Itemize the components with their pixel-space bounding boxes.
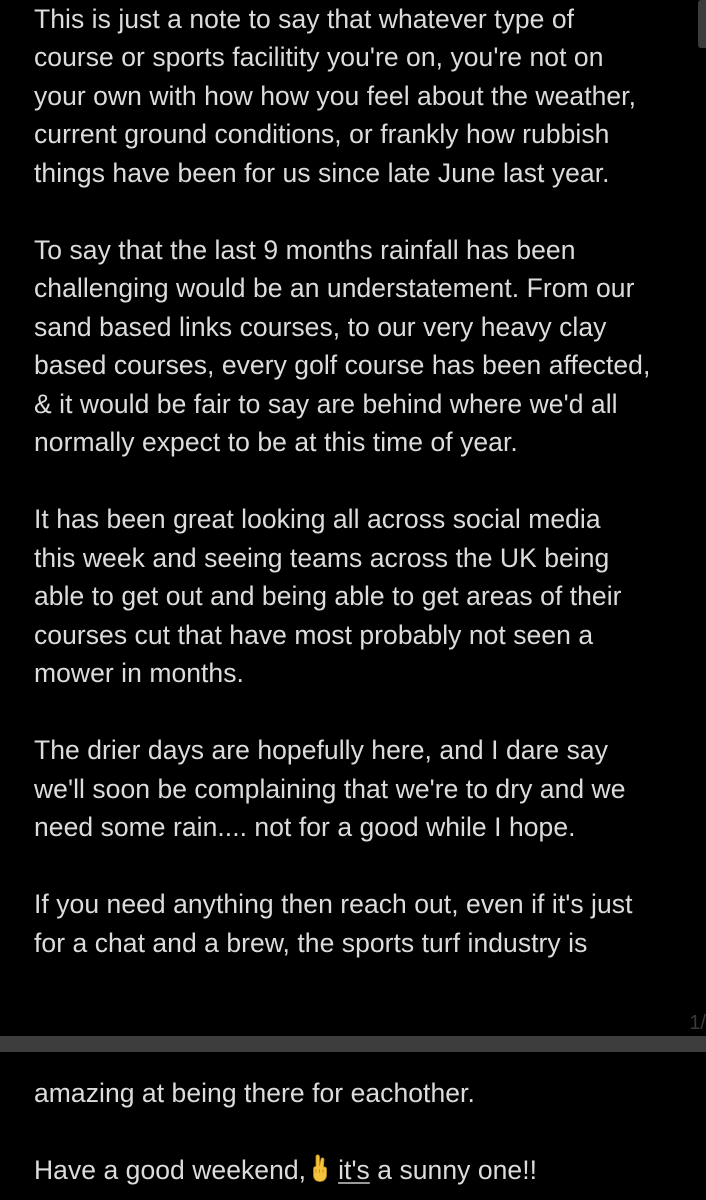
text-line: based courses, every golf course has been affected, xyxy=(34,350,651,380)
text-line: for a chat and a brew, the sports turf industry is xyxy=(34,927,588,958)
paragraph xyxy=(34,500,622,693)
paragraph xyxy=(34,1151,706,1190)
text-line: courses cut that have most probably not seen a xyxy=(34,619,594,650)
text-line: It has been great looking all across social media xyxy=(34,504,601,534)
crossed-fingers-emoji-icon xyxy=(308,1153,332,1183)
note-body-continued xyxy=(34,1074,706,1190)
text-line: & it would be fair to say are behind where we'd all xyxy=(34,388,618,419)
text-line: current ground conditions, or frankly how rubbish xyxy=(34,119,610,149)
closing-text: Have a good weekend, xyxy=(34,1155,307,1185)
text-line: this week and seeing teams across the UK being xyxy=(34,542,610,573)
page-divider xyxy=(0,1036,706,1052)
text-line: This is just a note to say that whatever type of xyxy=(34,3,575,34)
text-line: To say that the last 9 months rainfall has been xyxy=(34,234,576,265)
paragraph xyxy=(34,0,636,192)
text-line: sand based links courses, to our very heavy clay xyxy=(34,311,607,342)
text-line: normally expect to be at this time of year. xyxy=(34,427,518,457)
paragraph xyxy=(34,1074,706,1113)
closing-text-end: a sunny one!! xyxy=(369,1155,538,1185)
text-line xyxy=(34,1151,706,1190)
text-line: need some rain.... not for a good while I hope. xyxy=(34,812,576,842)
text-line: we'll soon be complaining that we're to dry and we xyxy=(34,773,626,804)
paragraph xyxy=(34,231,650,462)
scrollbar-thumb[interactable] xyxy=(698,0,706,48)
text-line: things have been for us since late June last year. xyxy=(34,157,610,188)
page-indicator: 1/ xyxy=(689,1012,706,1034)
paragraph xyxy=(34,885,633,962)
text-line: your own with how how you feel about the weather, xyxy=(34,80,637,111)
text-line: course or sports facilitity you're on, you're not on xyxy=(34,42,604,72)
text-line: mower in months. xyxy=(34,658,244,688)
paragraph xyxy=(34,731,626,847)
text-line: The drier days are hopefully here, and I dare say xyxy=(34,735,608,765)
text-line: challenging would be an understatement. From our xyxy=(34,273,635,303)
text-line: If you need anything then reach out, even if it's just xyxy=(34,889,633,919)
underlined-word[interactable]: it's xyxy=(338,1155,370,1185)
text-line: able to get out and being able to get areas of their xyxy=(34,581,622,611)
note-page-2[interactable] xyxy=(0,1052,706,1200)
text-line: amazing at being there for eachother. xyxy=(34,1078,475,1108)
